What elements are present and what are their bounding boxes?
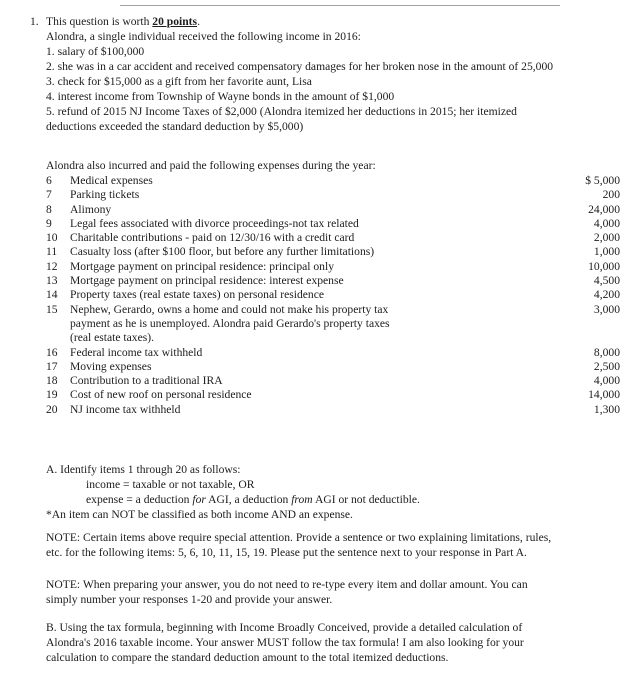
part-a-line: A. Identify items 1 through 20 as follows: — [46, 463, 241, 476]
income-line: Alondra, a single individual received the following income in 2016: — [46, 30, 361, 43]
expense-item — [46, 359, 620, 373]
expense-item-description: NJ income tax withheld — [70, 402, 181, 416]
part-a-line: expense = a deduction for AGI, a deduction from AGI or not deductible. — [86, 493, 420, 506]
expense-item-description: Property taxes (real estate taxes) on personal residence — [70, 288, 324, 302]
intro-line: This question is worth 20 points. — [46, 15, 200, 28]
note-1: NOTE: Certain items above require special attention. Provide a sentence or two explaining limitations, rules, etc. for the following items: 5, 6, 10, 11, 15, 19. Please put the sentence next to your response in Part A. — [46, 531, 552, 559]
expense-item-number: 17 — [46, 359, 58, 373]
expense-item-number: 9 — [46, 216, 52, 230]
expense-item-number: 18 — [46, 374, 58, 388]
expense-item — [46, 373, 620, 387]
expense-item-description: Moving expenses — [70, 359, 152, 373]
expense-item — [46, 287, 620, 301]
expense-item-number: 13 — [46, 274, 58, 288]
expense-item-description: Cost of new roof on personal residence — [70, 388, 252, 402]
income-line: 2. she was in a car accident and received compensatory damages for her broken nose in the amount of 25,000 — [46, 60, 554, 73]
expense-item — [46, 230, 620, 244]
income-line: deductions exceeded the standard deduction by $5,000) — [46, 120, 304, 133]
note-2: NOTE: When preparing your answer, you do not need to re-type every item and dollar amount. You can simply number your responses 1-20 and provide your answer. — [46, 578, 528, 606]
expense-item-number: 8 — [46, 202, 52, 216]
expense-item-amount: 8,000 — [593, 345, 620, 359]
expense-item-amount: 3,000 — [593, 302, 620, 316]
expense-item-description: payment as he is unemployed. Alondra paid Gerardo's property taxes — [70, 316, 390, 330]
cropped-header-edge — [120, 0, 560, 6]
expense-item — [46, 345, 620, 359]
expense-item — [46, 202, 620, 216]
expense-list — [46, 173, 620, 416]
expense-item-amount: 4,000 — [593, 374, 620, 388]
expense-item-number: 11 — [46, 245, 58, 259]
expenses-heading: Alondra also incurred and paid the following expenses during the year: — [46, 159, 376, 172]
expense-item-number: 12 — [46, 259, 58, 273]
income-line: 4. interest income from Township of Wayne bonds in the amount of $1,000 — [46, 90, 395, 103]
income-line: 1. salary of $100,000 — [46, 45, 145, 58]
expense-item-description: Charitable contributions - paid on 12/30/16 with a credit card — [70, 231, 355, 245]
expense-item — [46, 387, 620, 401]
expense-item-amount: 4,200 — [593, 288, 620, 302]
income-line: 3. check for $15,000 as a gift from her favorite aunt, Lisa — [46, 75, 312, 88]
expense-item-amount: 10,000 — [588, 259, 620, 273]
expense-item-description: Medical expenses — [70, 174, 153, 187]
expense-item-number: 19 — [46, 388, 58, 402]
expense-item-number: 14 — [46, 288, 58, 302]
expense-item-amount: 4,500 — [593, 274, 620, 288]
expense-item-number: 7 — [46, 188, 52, 202]
expense-item-description: Federal income tax withheld — [70, 345, 203, 359]
expense-item-amount: 200 — [602, 188, 620, 202]
expense-item-amount: 4,000 — [593, 216, 620, 230]
expense-item-amount: 2,500 — [593, 359, 620, 373]
expense-item-description: Parking tickets — [70, 188, 140, 202]
expense-item — [46, 244, 620, 258]
expense-item — [46, 316, 620, 330]
expense-item — [46, 187, 620, 201]
part-a-line: income = taxable or not taxable, OR — [86, 478, 255, 491]
expense-item-description: (real estate taxes). — [70, 331, 155, 345]
expense-item-description: Mortgage payment on principal residence: principal only — [70, 259, 334, 273]
points-value: 20 points — [152, 15, 198, 28]
expense-item-amount: 1,300 — [593, 402, 620, 416]
expense-item-number: 10 — [46, 231, 58, 245]
question-number: 1. — [30, 15, 39, 28]
expense-item — [46, 216, 620, 230]
expense-item-amount: 14,000 — [588, 388, 620, 402]
expense-item-number: 6 — [46, 174, 52, 187]
expense-item-number: 20 — [46, 402, 58, 416]
expense-item — [46, 273, 620, 287]
income-line: 5. refund of 2015 NJ Income Taxes of $2,000 (Alondra itemized her deductions in 2015; her itemized — [46, 105, 517, 118]
expense-item-number: 15 — [46, 302, 58, 316]
expense-item-amount: $ 5,000 — [585, 174, 620, 187]
expense-item — [46, 402, 620, 416]
expense-item-amount: 1,000 — [593, 245, 620, 259]
expense-item — [46, 173, 620, 187]
part-a-line: *An item can NOT be classified as both income AND an expense. — [46, 508, 353, 521]
expense-item-description: Alimony — [70, 202, 112, 216]
part-a — [46, 462, 616, 522]
expense-item-description: Legal fees associated with divorce proceedings-not tax related — [70, 216, 359, 230]
expense-item — [46, 330, 620, 344]
expense-item-amount: 24,000 — [588, 202, 620, 216]
expense-item-amount: 2,000 — [593, 231, 620, 245]
part-b: B. Using the tax formula, beginning with Income Broadly Conceived, provide a detailed calculation of Alondra's 2016 taxable income. Your answer MUST follow the tax formula! I am also looking for your calculation to compare the standard deduction amount to the total itemized deductions. — [46, 621, 524, 664]
expense-item-description: Mortgage payment on principal residence: interest expense — [70, 274, 344, 288]
expense-item-description: Casualty loss (after $100 floor, but before any further limitations) — [70, 245, 375, 259]
expense-item-description: Nephew, Gerardo, owns a home and could not make his property tax — [70, 302, 389, 316]
expense-item-description: Contribution to a traditional IRA — [70, 374, 223, 388]
expense-item — [46, 259, 620, 273]
expense-item-number: 16 — [46, 345, 58, 359]
question-intro — [46, 14, 626, 134]
expense-item — [46, 302, 620, 316]
